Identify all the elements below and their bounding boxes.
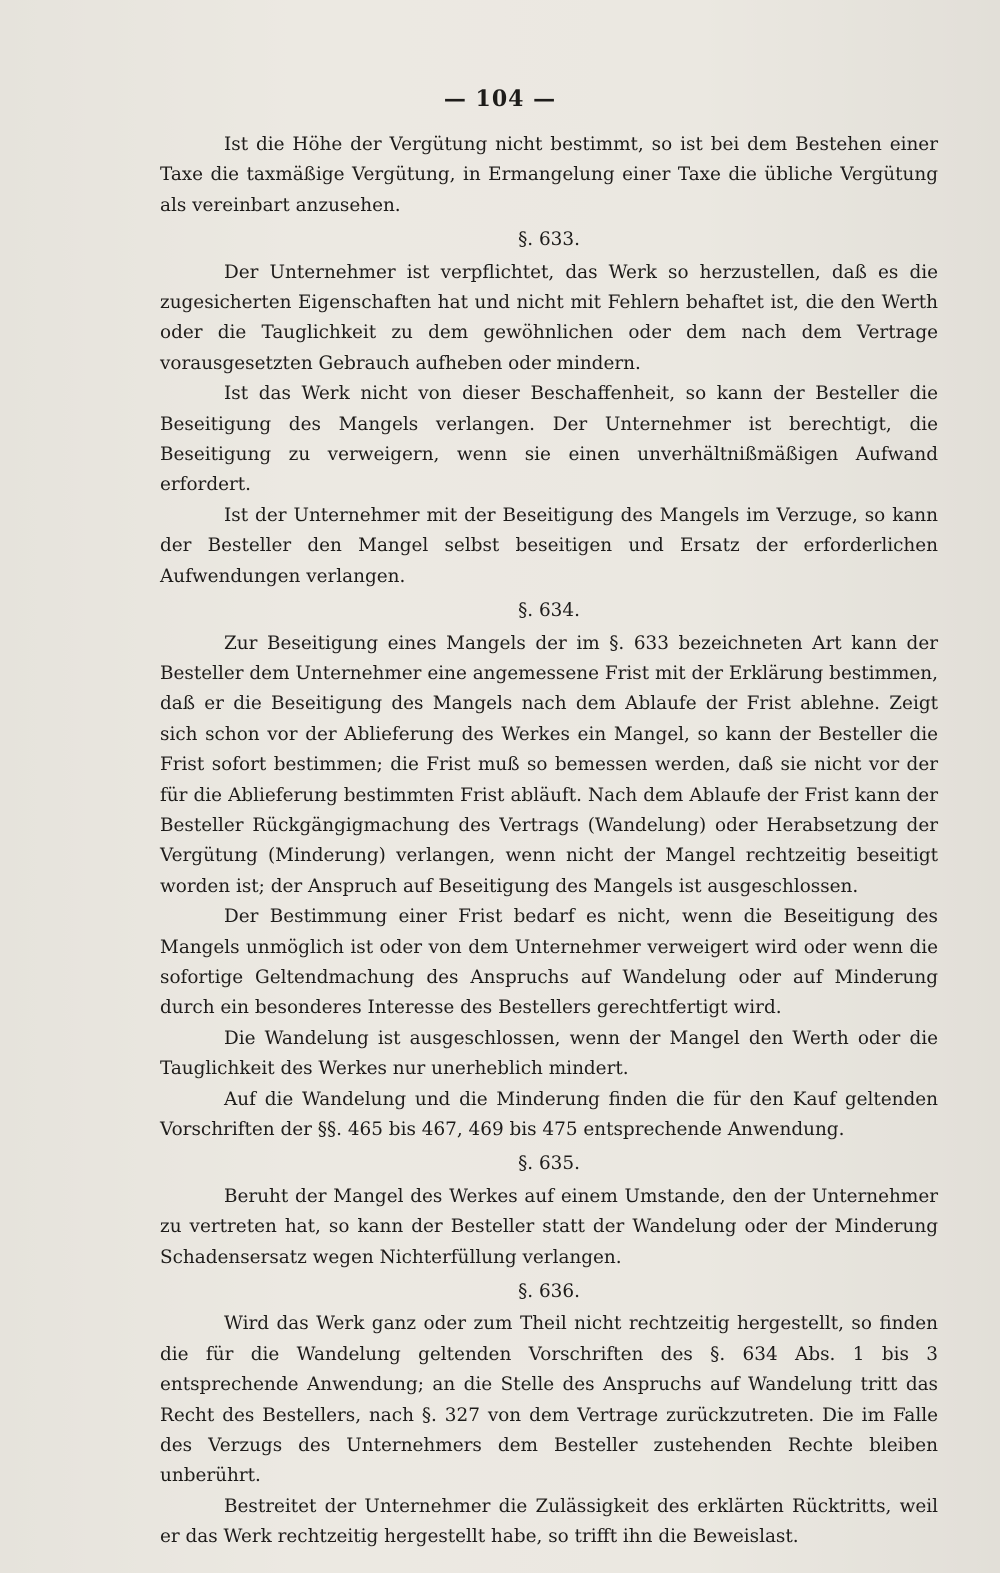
paragraph: Die Wandelung ist ausgeschlossen, wenn der Mangel den Werth oder die Tauglichkeit des Werkes nur unerheblich mindert. <box>160 1027 938 1080</box>
paragraph: Ist der Unternehmer mit der Beseitigung des Mangels im Verzuge, so kann der Besteller den Mangel selbst beseitigen und Ersatz der erforderlichen Aufwendungen verlangen. <box>160 504 938 587</box>
section-heading: §. 635. <box>518 1153 580 1175</box>
section-heading: §. 634. <box>518 600 580 622</box>
paragraph: Der Bestimmung einer Frist bedarf es nicht, wenn die Beseitigung des Mangels unmöglich ist oder von dem Unternehmer verweigert wird oder wenn die sofortige Geltendmachung des Anspruchs auf Wandelung oder auf Minderung durch ein besonderes Interesse des Bestellers gerechtfertigt wird. <box>160 906 938 1019</box>
paragraph: Auf die Wandelung und die Minderung finden die für den Kauf geltenden Vorschriften der §§. 465 bis 467, 469 bis 475 entsprechende Anwendung. <box>160 1088 938 1140</box>
paragraph: Ist die Höhe der Vergütung nicht bestimmt, so ist bei dem Bestehen einer Taxe die taxmäßige Vergütung, in Ermangelung einer Taxe die übliche Vergütung als vereinbart anzusehen. <box>160 134 938 216</box>
body-text <box>160 130 938 1553</box>
paragraph: Wird das Werk ganz oder zum Theil nicht rechtzeitig hergestellt, so finden die für die Wandelung geltenden Vorschriften des §. 634 Abs. 1 bis 3 entsprechende Anwendung; an die Stelle des Anspruchs auf Wandelung tritt das Recht des Bestellers, nach §. 327 von dem Vertrage zurückzutreten. Die im Falle des Verzugs des Unternehmers dem Besteller zustehenden Rechte bleiben unberührt. <box>160 1313 938 1487</box>
page-number: — 104 — <box>443 86 557 112</box>
section-heading: §. 636. <box>518 1281 580 1303</box>
paragraph: Beruht der Mangel des Werkes auf einem Umstande, den der Unternehmer zu vertreten hat, so kann der Besteller statt der Wandelung oder der Minderung Schadensersatz wegen Nichterfüllung verlangen. <box>160 1185 938 1268</box>
section-heading: §. 633. <box>518 229 580 251</box>
paragraph: Zur Beseitigung eines Mangels der im §. 633 bezeichneten Art kann der Besteller dem Unternehmer eine angemessene Frist mit der Erklärung bestimmen, daß er die Beseitigung des Mangels nach dem Ablaufe der Frist ablehne. Zeigt sich schon vor der Ablieferung des Werkes ein Mangel, so kann der Besteller die Frist sofort bestimmen; die Frist muß so bemessen werden, daß sie nicht vor der für die Ablieferung bestimmten Frist abläuft. Nach dem Ablaufe der Frist kann der Besteller Rückgängigmachung des Vertrags (Wandelung) oder Herabsetzung der Vergütung (Minderung) verlangen, wenn nicht der Mangel rechtzeitig beseitigt worden ist; der Anspruch auf Beseitigung des Mangels ist ausgeschlossen. <box>160 632 938 897</box>
paragraph: Der Unternehmer ist verpflichtet, das Werk so herzustellen, daß es die zugesicherten Eigenschaften hat und nicht mit Fehlern behaftet ist, die den Werth oder die Tauglichkeit zu dem gewöhnlichen oder dem nach dem Vertrage vorausgesetzten Gebrauch aufheben oder mindern. <box>160 261 938 374</box>
paragraph: Ist das Werk nicht von dieser Beschaffenheit, so kann der Besteller die Beseitigung des Mangels verlangen. Der Unternehmer ist berechtigt, die Beseitigung zu verweigern, wenn sie einen unverhältnißmäßigen Aufwand erfordert. <box>160 383 938 496</box>
paragraph: Bestreitet der Unternehmer die Zulässigkeit des erklärten Rücktritts, weil er das Werk rechtzeitig hergestellt habe, so trifft ihn die Beweislast. <box>160 1495 938 1548</box>
